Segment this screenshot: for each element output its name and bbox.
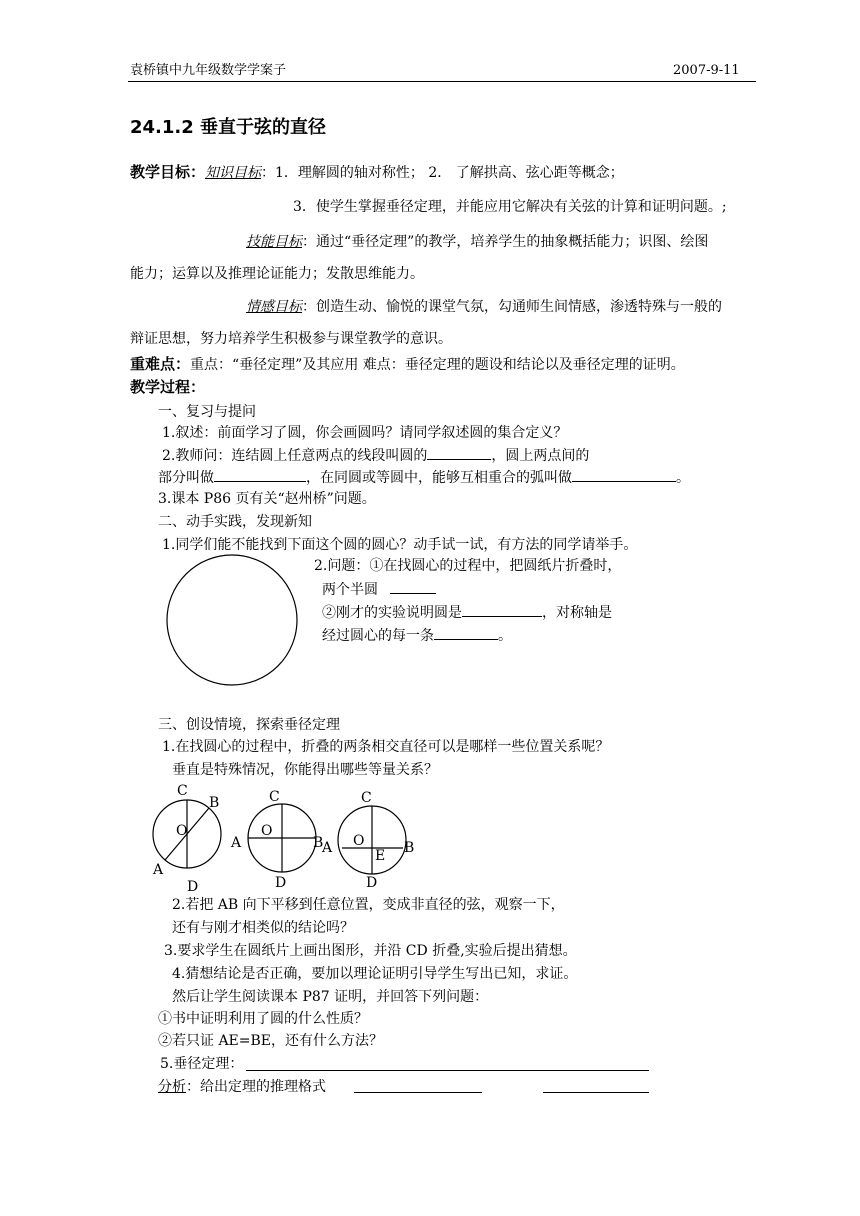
header-left: 袁桥镇中九年级数学学案子 (130, 63, 287, 78)
s1-question-2 (162, 446, 589, 465)
knowledge-line-1: ：1．理解圆的轴对称性； 2． 了解拱高、弦心距等概念； (261, 165, 624, 181)
header-date: 2007-9-11 (673, 63, 740, 78)
s2-question-2c (322, 603, 612, 622)
s2-q2-text-f: 。 (498, 628, 512, 644)
s1-question-3: 3.课本 P86 页有关“赵州桥”问题。 (158, 491, 376, 507)
skill-label: 技能目标 (246, 234, 302, 250)
fig1-label-o: O (176, 823, 188, 839)
s3-question-1b: 垂直是特殊情况，你能得出哪些等量关系？ (172, 762, 438, 778)
page-title: 24.1.2 垂直于弦的直径 (130, 117, 327, 138)
s3-question-7: ②若只证 AE=BE，还有什么方法？ (158, 1033, 384, 1049)
s2-question-2e (322, 626, 512, 645)
fig1-label-c: C (177, 783, 188, 799)
header-divider (128, 81, 756, 82)
figure-perpendicular-diameters (230, 789, 323, 891)
analysis-label: 分析 (158, 1079, 186, 1095)
key-points-label: 重难点： (130, 355, 191, 373)
s3-question-2b: 还有与刚才相类似的结论吗？ (172, 920, 354, 936)
theorem-label: 5.垂径定理： (160, 1056, 244, 1072)
blank-chord[interactable] (427, 446, 491, 460)
analysis-text: ：给出定理的推理格式 (186, 1079, 326, 1095)
fig3-label-c: C (361, 790, 372, 806)
s1-q2-text-c: 部分叫做 (158, 470, 214, 486)
fig3-label-e: E (375, 848, 386, 864)
fig2-label-b: B (313, 835, 324, 851)
section-3-heading: 三、创设情境，探索垂径定理 (158, 717, 340, 733)
process-label: 教学过程： (130, 378, 206, 396)
emotion-label: 情感目标 (246, 299, 302, 315)
s1-question-2-cont (158, 468, 690, 487)
fig1-label-a: A (153, 862, 164, 878)
s2-q2-text-e: 经过圆心的每一条 (322, 628, 434, 644)
fig2-label-d: D (275, 875, 287, 891)
s2-q2-text-b: 两个半圆 (322, 582, 378, 598)
s3-question-6: ①书中证明利用了圆的什么性质？ (158, 1011, 368, 1027)
figure-chord-bisected (321, 790, 414, 891)
figure-oblique-diameters (152, 783, 221, 892)
s1-q2-text-a: 2.教师问：连结圆上任意两点的线段叫圆的 (162, 448, 428, 464)
blank-reasoning-2[interactable] (543, 1092, 649, 1093)
skill-row-1 (246, 233, 708, 251)
s2-question-2a: 2.问题：①在找圆心的过程中，把圆纸片折叠时， (314, 558, 622, 574)
fig2-label-o: O (261, 823, 273, 839)
blank-circle-figure (160, 554, 306, 686)
skill-line-1: ：通过“垂径定理”的教学，培养学生的抽象概括能力；识图、绘图 (302, 234, 709, 250)
objectives-label: 教学目标： (130, 163, 206, 181)
fig2-label-c: C (269, 789, 280, 805)
emotion-row-1 (246, 298, 722, 316)
objectives-row-1 (130, 163, 624, 182)
emotion-line-2: 辩证思想，努力培养学生积极参与课堂教学的意识。 (130, 331, 452, 347)
s1-q2-text-d: ，在同圆或等圆中，能够互相重合的弧叫做 (306, 470, 572, 486)
key-points-row (130, 355, 685, 374)
skill-line-2: 能力；运算以及推理论证能力；发散思维能力。 (130, 266, 424, 282)
key-points-text: 重点：“垂径定理”及其应用 难点：垂径定理的题设和结论以及垂径定理的证明。 (190, 357, 685, 373)
s2-q2-text-d: ，对称轴是 (542, 605, 612, 621)
blank-equal-arc[interactable] (572, 468, 676, 482)
fig3-label-b: B (404, 840, 415, 856)
fig1-label-d: D (187, 879, 199, 892)
s3-question-1a: 1.在找圆心的过程中，折叠的两条相交直径可以是哪样一些位置关系呢？ (162, 739, 610, 755)
blank-theorem[interactable] (246, 1070, 649, 1071)
s3-question-3: 3.要求学生在圆纸片上画出图形，并沿 CD 折叠,实验后提出猜想。 (164, 943, 577, 959)
emotion-line-1: ：创造生动、愉悦的课堂气氛，勾通师生间情感，渗透特殊与一般的 (302, 299, 722, 315)
s1-q2-text-b: ，圆上两点间的 (491, 448, 590, 464)
s1-q2-text-e: 。 (676, 470, 690, 486)
blank-halves[interactable] (390, 580, 436, 594)
s3-question-2a: 2.若把 AB 向下平移到任意位置，变成非直径的弦，观察一下， (172, 897, 565, 913)
diameter-figures (145, 780, 435, 892)
s2-question-2b (322, 580, 436, 599)
fig3-label-a: A (322, 840, 333, 856)
s3-question-5: 然后让学生阅读课本 P87 证明，并回答下列问题： (172, 989, 489, 1005)
blank-reasoning-1[interactable] (354, 1092, 482, 1093)
knowledge-line-2: 3．使学生掌握垂径定理，并能应用它解决有关弦的计算和证明问题。; (293, 199, 727, 215)
blank-symmetric[interactable] (462, 603, 542, 617)
blank-arc[interactable] (214, 468, 306, 482)
blank-circle (167, 555, 297, 685)
s1-question-1: 1.叙述：前面学习了圆，你会画圆吗？请同学叙述圆的集合定义？ (162, 425, 568, 441)
section-2-heading: 二、动手实践，发现新知 (158, 514, 312, 530)
theorem-row (160, 1055, 243, 1073)
s3-question-4: 4.猜想结论是否正确，要加以理论证明引导学生写出已知，求证。 (172, 966, 578, 982)
fig2-label-a: A (231, 835, 242, 851)
fig3-label-d: D (366, 875, 378, 891)
fig1-label-b: B (209, 795, 220, 811)
fig3-label-o: O (353, 833, 365, 849)
knowledge-label: 知识目标 (205, 165, 262, 181)
s2-question-1: 1.同学们能不能找到下面这个圆的圆心？动手试一试，有方法的同学请举手。 (162, 537, 638, 553)
s2-q2-text-c: ②刚才的实验说明圆是 (322, 605, 462, 621)
analysis-row (158, 1078, 326, 1096)
section-1-heading: 一、复习与提问 (158, 404, 256, 420)
blank-line[interactable] (434, 626, 498, 640)
